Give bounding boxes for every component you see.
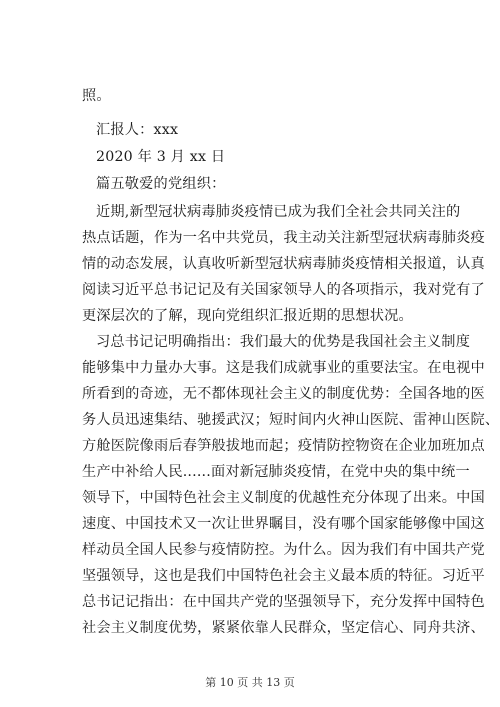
text-line: 速度、中国技术又一次让世界瞩目，没有哪个国家能够像中国这 bbox=[82, 516, 485, 532]
text-line: 所看到的奇迹，无不都体现社会主义的制度优势：全国各地的医 bbox=[82, 386, 485, 402]
page-number-footer: 第 10 页 共 13 页 bbox=[205, 676, 295, 689]
text-line: 照。 bbox=[82, 88, 111, 104]
text-line: 领导下，中国特色社会主义制度的优越性充分体现了出来。中国 bbox=[82, 490, 485, 506]
date-line: 2020 年 3 月 xx 日 bbox=[96, 149, 226, 165]
section-heading: 篇五敬爱的党组织： bbox=[96, 176, 226, 192]
text-line: 社会主义制度优势，紧紧依靠人民群众，坚定信心、同舟共济、 bbox=[82, 620, 485, 636]
text-line: 样动员全国人民参与疫情防控。为什么。因为我们有中国共产党 bbox=[82, 542, 485, 558]
text-line: 阅读习近平总书记记及有关国家领导人的各项指示，我对党有了 bbox=[82, 282, 485, 298]
reporter-line: 汇报人：xxx bbox=[96, 122, 179, 138]
text-line: 生产中补给人民......面对新冠肺炎疫情，在党中央的集中统一 bbox=[82, 464, 470, 480]
text-line: 近期,新型冠状病毒肺炎疫情已成为我们全社会共同关注的 bbox=[96, 204, 461, 220]
text-line: 情的动态发展，认真收听新型冠状病毒肺炎疫情相关报道，认真 bbox=[82, 256, 485, 272]
text-line: 更深层次的了解，现向党组织汇报近期的思想状况。 bbox=[82, 308, 413, 324]
text-line: 方舱医院像雨后春笋般拔地而起；疫情防控物资在企业加班加点 bbox=[82, 438, 485, 454]
text-line: 总书记记指出：在中国共产党的坚强领导下，充分发挥中国特色 bbox=[82, 594, 485, 610]
text-line: 热点话题，作为一名中共党员，我主动关注新型冠状病毒肺炎疫 bbox=[82, 230, 485, 246]
text-line: 习总书记记明确指出：我们最大的优势是我国社会主义制度 bbox=[96, 334, 471, 350]
text-line: 坚强领导，这也是我们中国特色社会主义最本质的特征。习近平 bbox=[82, 568, 485, 584]
text-line: 能够集中力量办大事。这是我们成就事业的重要法宝。在电视中 bbox=[82, 360, 485, 376]
text-line: 务人员迅速集结、驰援武汉；短时间内火神山医院、雷神山医院、 bbox=[82, 412, 500, 428]
